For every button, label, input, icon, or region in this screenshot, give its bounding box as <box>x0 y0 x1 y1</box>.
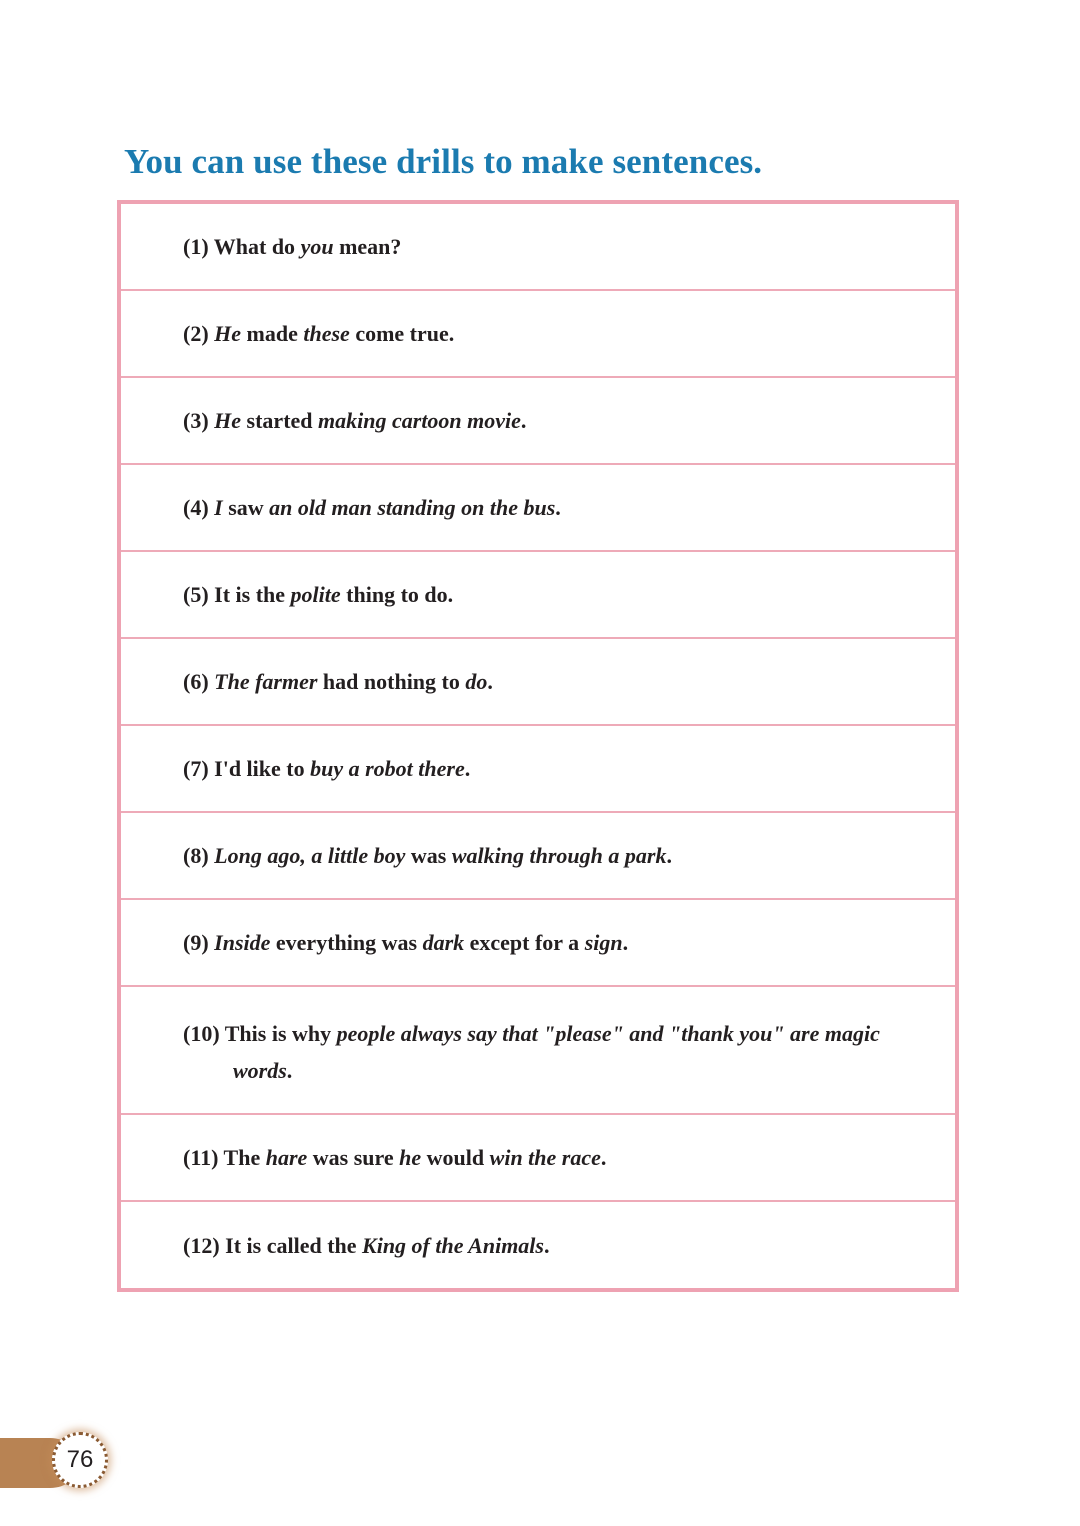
drill-substitution-phrase: He <box>214 321 242 346</box>
drill-sentence <box>183 402 566 439</box>
drill-substitution-phrase: dark <box>422 930 465 955</box>
drill-sentence <box>183 750 510 787</box>
drill-sentence <box>183 663 533 700</box>
drill-substitution-phrase: I <box>214 495 223 520</box>
drill-row <box>121 1202 955 1288</box>
drill-fixed-text: (5) It is the <box>183 582 291 607</box>
drill-substitution-phrase: The farmer <box>214 669 318 694</box>
drill-fixed-text: (10) This is why <box>183 1021 337 1046</box>
drill-fixed-text: . <box>543 1232 550 1258</box>
drill-sentence <box>183 315 494 352</box>
drill-substitution-phrase: these <box>303 321 350 346</box>
drill-fixed-text: . <box>520 408 527 433</box>
drill-fixed-text: (4) <box>183 495 215 520</box>
drill-sentence <box>183 1015 955 1089</box>
drill-fixed-text: (8) <box>183 843 215 868</box>
drill-fixed-text: (1) What do <box>183 234 301 259</box>
drill-fixed-text: mean? <box>333 234 402 259</box>
drill-substitution-phrase: He <box>214 408 242 433</box>
page-number: 76 <box>52 1432 108 1488</box>
drill-row <box>121 465 955 552</box>
drill-sentence <box>183 1139 646 1176</box>
drill-substitution-phrase: buy a robot there <box>310 756 465 781</box>
drill-substitution-phrase: making cartoon movie <box>318 408 521 433</box>
drill-fixed-text: . <box>622 930 629 955</box>
drill-fixed-text: thing to do. <box>340 582 454 607</box>
page-heading: You can use these drills to make sentences. <box>124 142 763 181</box>
drill-row <box>121 378 955 465</box>
drill-fixed-text: was <box>405 843 452 868</box>
drill-sentence <box>183 1227 589 1264</box>
drill-row <box>121 204 955 291</box>
drill-row <box>121 813 955 900</box>
drill-fixed-text: . <box>666 843 672 868</box>
drill-fixed-text: (3) <box>183 408 215 433</box>
drill-row <box>121 900 955 987</box>
drill-fixed-text: (9) <box>183 930 215 955</box>
drill-row <box>121 291 955 378</box>
drill-fixed-text: (2) <box>183 321 215 346</box>
drill-fixed-text: . <box>286 1058 293 1083</box>
drill-fixed-text: . <box>487 669 493 694</box>
drill-fixed-text: . <box>464 756 471 781</box>
drill-substitution-phrase: you <box>300 234 334 259</box>
drill-fixed-text: everything was <box>270 930 423 955</box>
drill-substitution-phrase: he <box>399 1145 422 1170</box>
drill-fixed-text: had nothing to <box>317 669 466 694</box>
drill-substitution-phrase: polite <box>290 582 341 607</box>
drill-substitution-phrase: Long ago, a little boy <box>214 843 406 868</box>
drill-fixed-text: except for a <box>464 930 585 955</box>
drill-sentence <box>183 924 668 961</box>
drill-fixed-text: (7) I'd like to <box>183 756 311 781</box>
drill-substitution-phrase: walking through a park <box>451 843 667 868</box>
drill-substitution-phrase: sign <box>584 930 623 955</box>
drill-fixed-text: made <box>241 321 304 346</box>
drill-substitution-phrase: people always say that "please" and "thank you" are magic words <box>233 1021 880 1083</box>
drill-sentence <box>183 489 601 526</box>
drill-row <box>121 987 955 1115</box>
drill-sentence <box>183 576 493 613</box>
drill-substitution-phrase: win the race <box>489 1145 601 1170</box>
drill-fixed-text: (11) The <box>183 1145 266 1170</box>
drill-fixed-text: (6) <box>183 669 215 694</box>
page-number-badge <box>0 1428 130 1498</box>
drill-fixed-text: . <box>555 495 561 520</box>
drill-row <box>121 552 955 639</box>
drill-fixed-text: saw <box>222 495 270 520</box>
drill-row <box>121 639 955 726</box>
drill-sentence <box>183 837 712 874</box>
drill-substitution-phrase: Inside <box>214 930 271 955</box>
drill-fixed-text: started <box>241 408 319 433</box>
drill-fixed-text: (12) It is called the <box>183 1232 363 1258</box>
drill-sentence <box>183 228 441 265</box>
drill-substitution-phrase: hare <box>265 1145 308 1170</box>
drills-table <box>117 200 959 1292</box>
drill-row <box>121 726 955 813</box>
drill-substitution-phrase: an old man standing on the bus <box>269 495 556 520</box>
drill-fixed-text: would <box>421 1145 490 1170</box>
drill-substitution-phrase: King of the Animals <box>362 1232 544 1258</box>
drill-substitution-phrase: do <box>465 669 488 694</box>
drill-fixed-text: . <box>600 1145 607 1170</box>
drill-fixed-text: come true. <box>349 321 455 346</box>
drill-fixed-text: was sure <box>307 1145 400 1170</box>
drill-row <box>121 1115 955 1202</box>
